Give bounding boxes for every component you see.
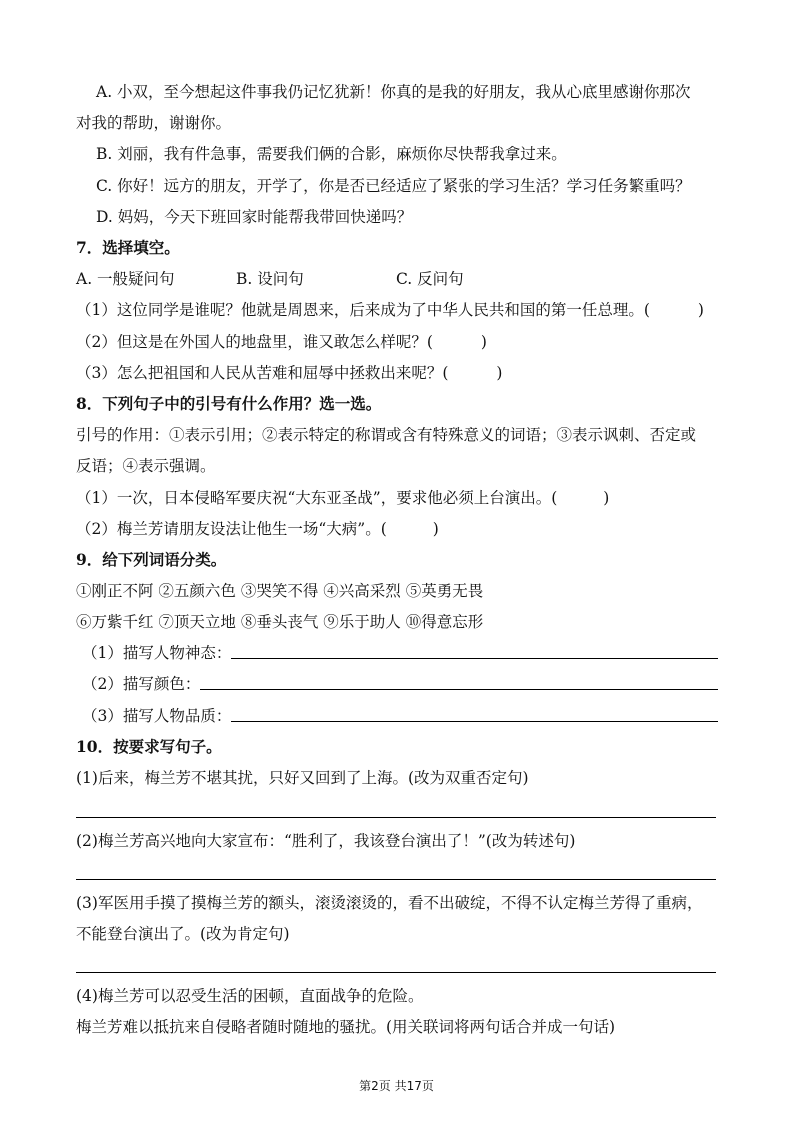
answer-line[interactable]	[76, 879, 716, 880]
q7-item-1	[76, 300, 704, 320]
q10-sentence-4-line1: (4)梅兰芳可以忍受生活的困顿，直面战争的危险。	[76, 987, 424, 1005]
q8-desc-1: 引号的作用：①表示引用；②表示特定的称谓或含有特殊意义的词语；③表示讽刺、否定或	[76, 426, 697, 444]
q7-choice-a: A. 一般疑问句	[76, 270, 175, 288]
option-d: D. 妈妈，今天下班回家时能帮我带回快递吗？	[96, 208, 413, 226]
paren-close: )	[432, 520, 439, 538]
q8-item-1	[76, 488, 609, 508]
q10-title: 10．按要求写句子。	[76, 737, 222, 756]
q8-item-1-text: （1）一次，日本侵略军要庆祝“大东亚圣战”，要求他必须上台演出。(	[76, 489, 558, 507]
paren-close: )	[496, 364, 503, 382]
q9-fill-2	[82, 672, 718, 694]
option-b: B. 刘丽，我有件急事，需要我们俩的合影，麻烦你尽快帮我拿过来。	[96, 145, 567, 163]
q7-item-2	[76, 332, 487, 352]
q9-fill-3-label: （3）描写人物品质：	[82, 707, 232, 725]
q9-fill-2-label: （2）描写颜色：	[82, 675, 201, 693]
q9-fill-1-label: （1）描写人物神态：	[82, 644, 232, 662]
paren-close: )	[480, 333, 487, 351]
answer-line[interactable]	[200, 689, 718, 690]
q7-choice-b: B. 设问句	[236, 270, 304, 288]
q9-words-2: ⑥万紫千红 ⑦顶天立地 ⑧垂头丧气 ⑨乐于助人 ⑩得意忘形	[76, 613, 484, 631]
q7-item-3-text: （3）怎么把祖国和人民从苦难和屈辱中拯救出来呢？(	[76, 364, 449, 382]
page-footer: 第2页 共17页	[359, 1079, 434, 1093]
answer-line[interactable]	[76, 972, 716, 973]
q7-choice-c: C. 反问句	[396, 270, 464, 288]
q7-item-3	[76, 363, 502, 383]
q8-desc-2: 反语；④表示强调。	[76, 457, 216, 475]
q7-item-1-text: （1）这位同学是谁呢？他就是周恩来，后来成为了中华人民共和国的第一任总理。(	[76, 301, 650, 319]
q10-sentence-3-line1: (3)军医用手摸了摸梅兰芳的额头，滚烫滚烫的，看不出破绽，不得不认定梅兰芳得了重病，	[76, 894, 703, 912]
option-c: C. 你好！远方的朋友，开学了，你是否已经适应了紧张的学习生活？学习任务繁重吗？	[96, 177, 691, 195]
q9-title: 9．给下列词语分类。	[76, 550, 227, 569]
option-a-line2: 对我的帮助，谢谢你。	[76, 114, 232, 132]
paren-close: )	[697, 301, 704, 319]
q9-fill-3	[82, 704, 718, 726]
q7-title: 7．选择填空。	[76, 238, 180, 257]
q10-sentence-3-line2: 不能登台演出了。(改为肯定句)	[76, 925, 290, 943]
q9-fill-1	[82, 641, 718, 663]
q10-sentence-1: (1)后来，梅兰芳不堪其扰，只好又回到了上海。(改为双重否定句)	[76, 769, 529, 787]
q9-words-1: ①刚正不阿 ②五颜六色 ③哭笑不得 ④兴高采烈 ⑤英勇无畏	[76, 582, 484, 600]
answer-line[interactable]	[231, 721, 718, 722]
q8-item-2	[76, 519, 439, 539]
answer-line[interactable]	[76, 817, 716, 818]
q10-sentence-2: (2)梅兰芳高兴地向大家宣布：“胜利了，我该登台演出了！”(改为转述句)	[76, 832, 576, 850]
q8-title: 8．下列句子中的引号有什么作用？选一选。	[76, 394, 382, 413]
q8-item-2-text: （2）梅兰芳请朋友设法让他生一场“大病”。(	[76, 520, 387, 538]
answer-line[interactable]	[231, 658, 718, 659]
paren-close: )	[603, 489, 610, 507]
q7-item-2-text: （2）但这是在外国人的地盘里，谁又敢怎么样呢？(	[76, 333, 433, 351]
option-a-line1: A. 小双，至今想起这件事我仍记忆犹新！你真的是我的好朋友，我从心底里感谢你那次	[96, 83, 691, 101]
q10-sentence-4-line2: 梅兰芳难以抵抗来自侵略者随时随地的骚扰。(用关联词将两句话合并成一句话)	[76, 1018, 616, 1036]
